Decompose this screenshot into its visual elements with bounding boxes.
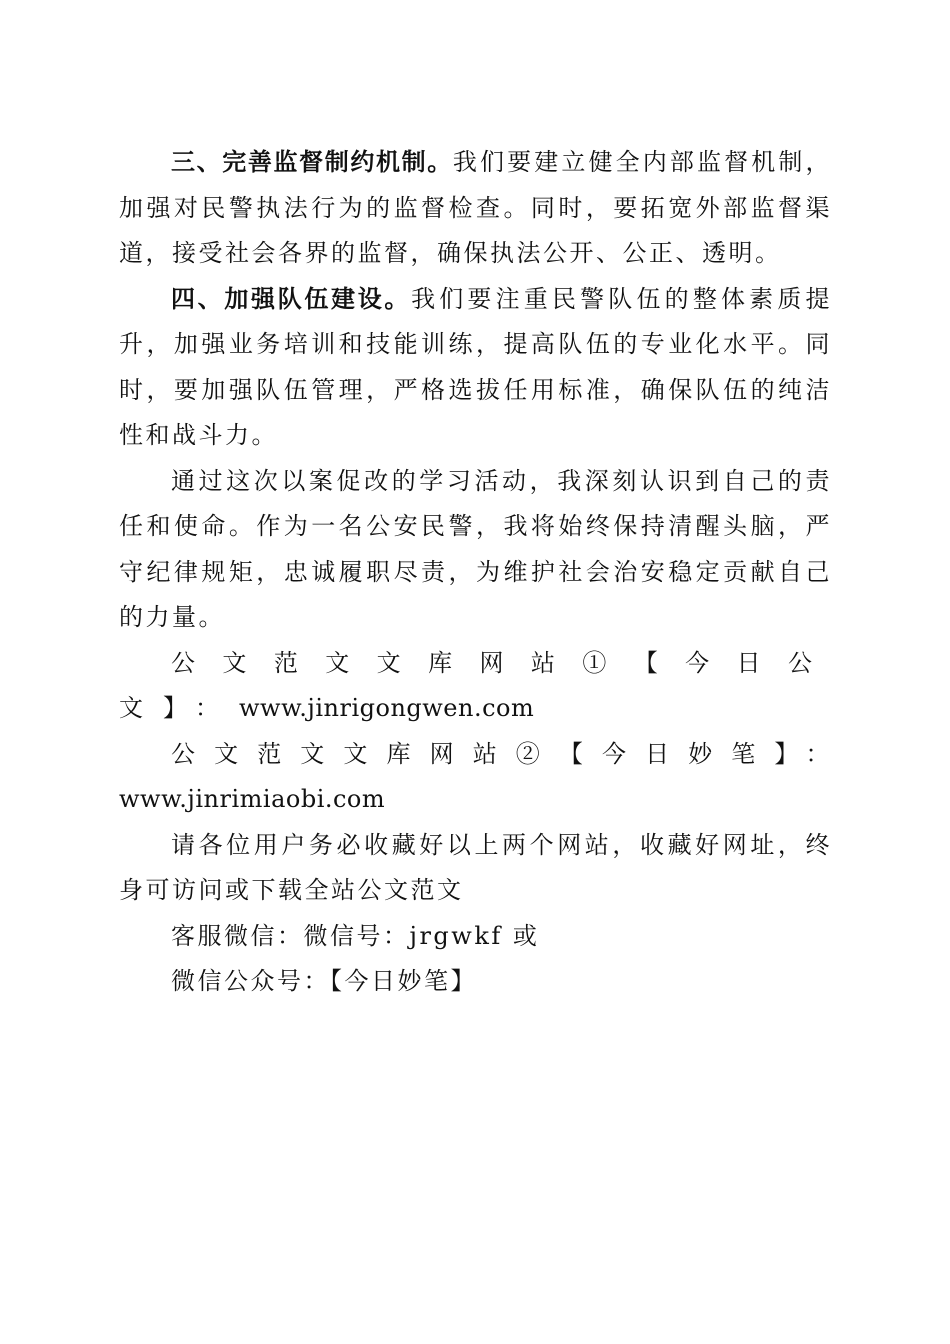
site2-label: 公文范文文库网站②【今日妙笔】：: [171, 739, 832, 768]
footer-site2: [119, 732, 832, 823]
paragraph-conclusion: [119, 459, 832, 641]
paragraph-heading: 四、加强队伍建设。: [171, 284, 412, 313]
footer-site1: [119, 641, 832, 732]
paragraph-heading: 三、完善监督制约机制。: [171, 148, 453, 176]
paragraph-text: 我们要建立健全内部监督机制，加强对民警执法行为的监督检查。同时，要拓宽外部监督渠道，接受社会各界的监督，确保执法公开、公正、透明。: [119, 148, 832, 267]
footer-wechat-official: 微信公众号：【今日妙笔】: [171, 967, 477, 995]
site1-label: 公文范文文库网站①【今日公文】：: [119, 648, 832, 722]
site2-url: www.jinrimiaobi.com: [119, 785, 386, 813]
footer-wechat-service: 客服微信：微信号：jrgwkf 或: [171, 921, 540, 950]
document-body: [119, 140, 832, 1005]
site1-url: www.jinrigongwen.com: [239, 694, 535, 722]
paragraph-text: 通过这次以案促改的学习活动，我深刻认识到自己的责任和使命。作为一名公安民警，我将始终保持清醒头脑，严守纪律规矩，忠诚履职尽责，为维护社会治安稳定贡献自己的力量。: [119, 466, 832, 631]
paragraph-team-building: [119, 277, 832, 459]
paragraph-text: 我们要注重民警队伍的整体素质提升，加强业务培训和技能训练，提高队伍的专业化水平。同时，要加强队伍管理，严格选拔任用标准，确保队伍的纯洁性和战斗力。: [119, 284, 833, 449]
footer-reminder: 请各位用户务必收藏好以上两个网站，收藏好网址，终身可访问或下载全站公文范文: [119, 830, 832, 904]
paragraph-supervision: [119, 140, 832, 277]
